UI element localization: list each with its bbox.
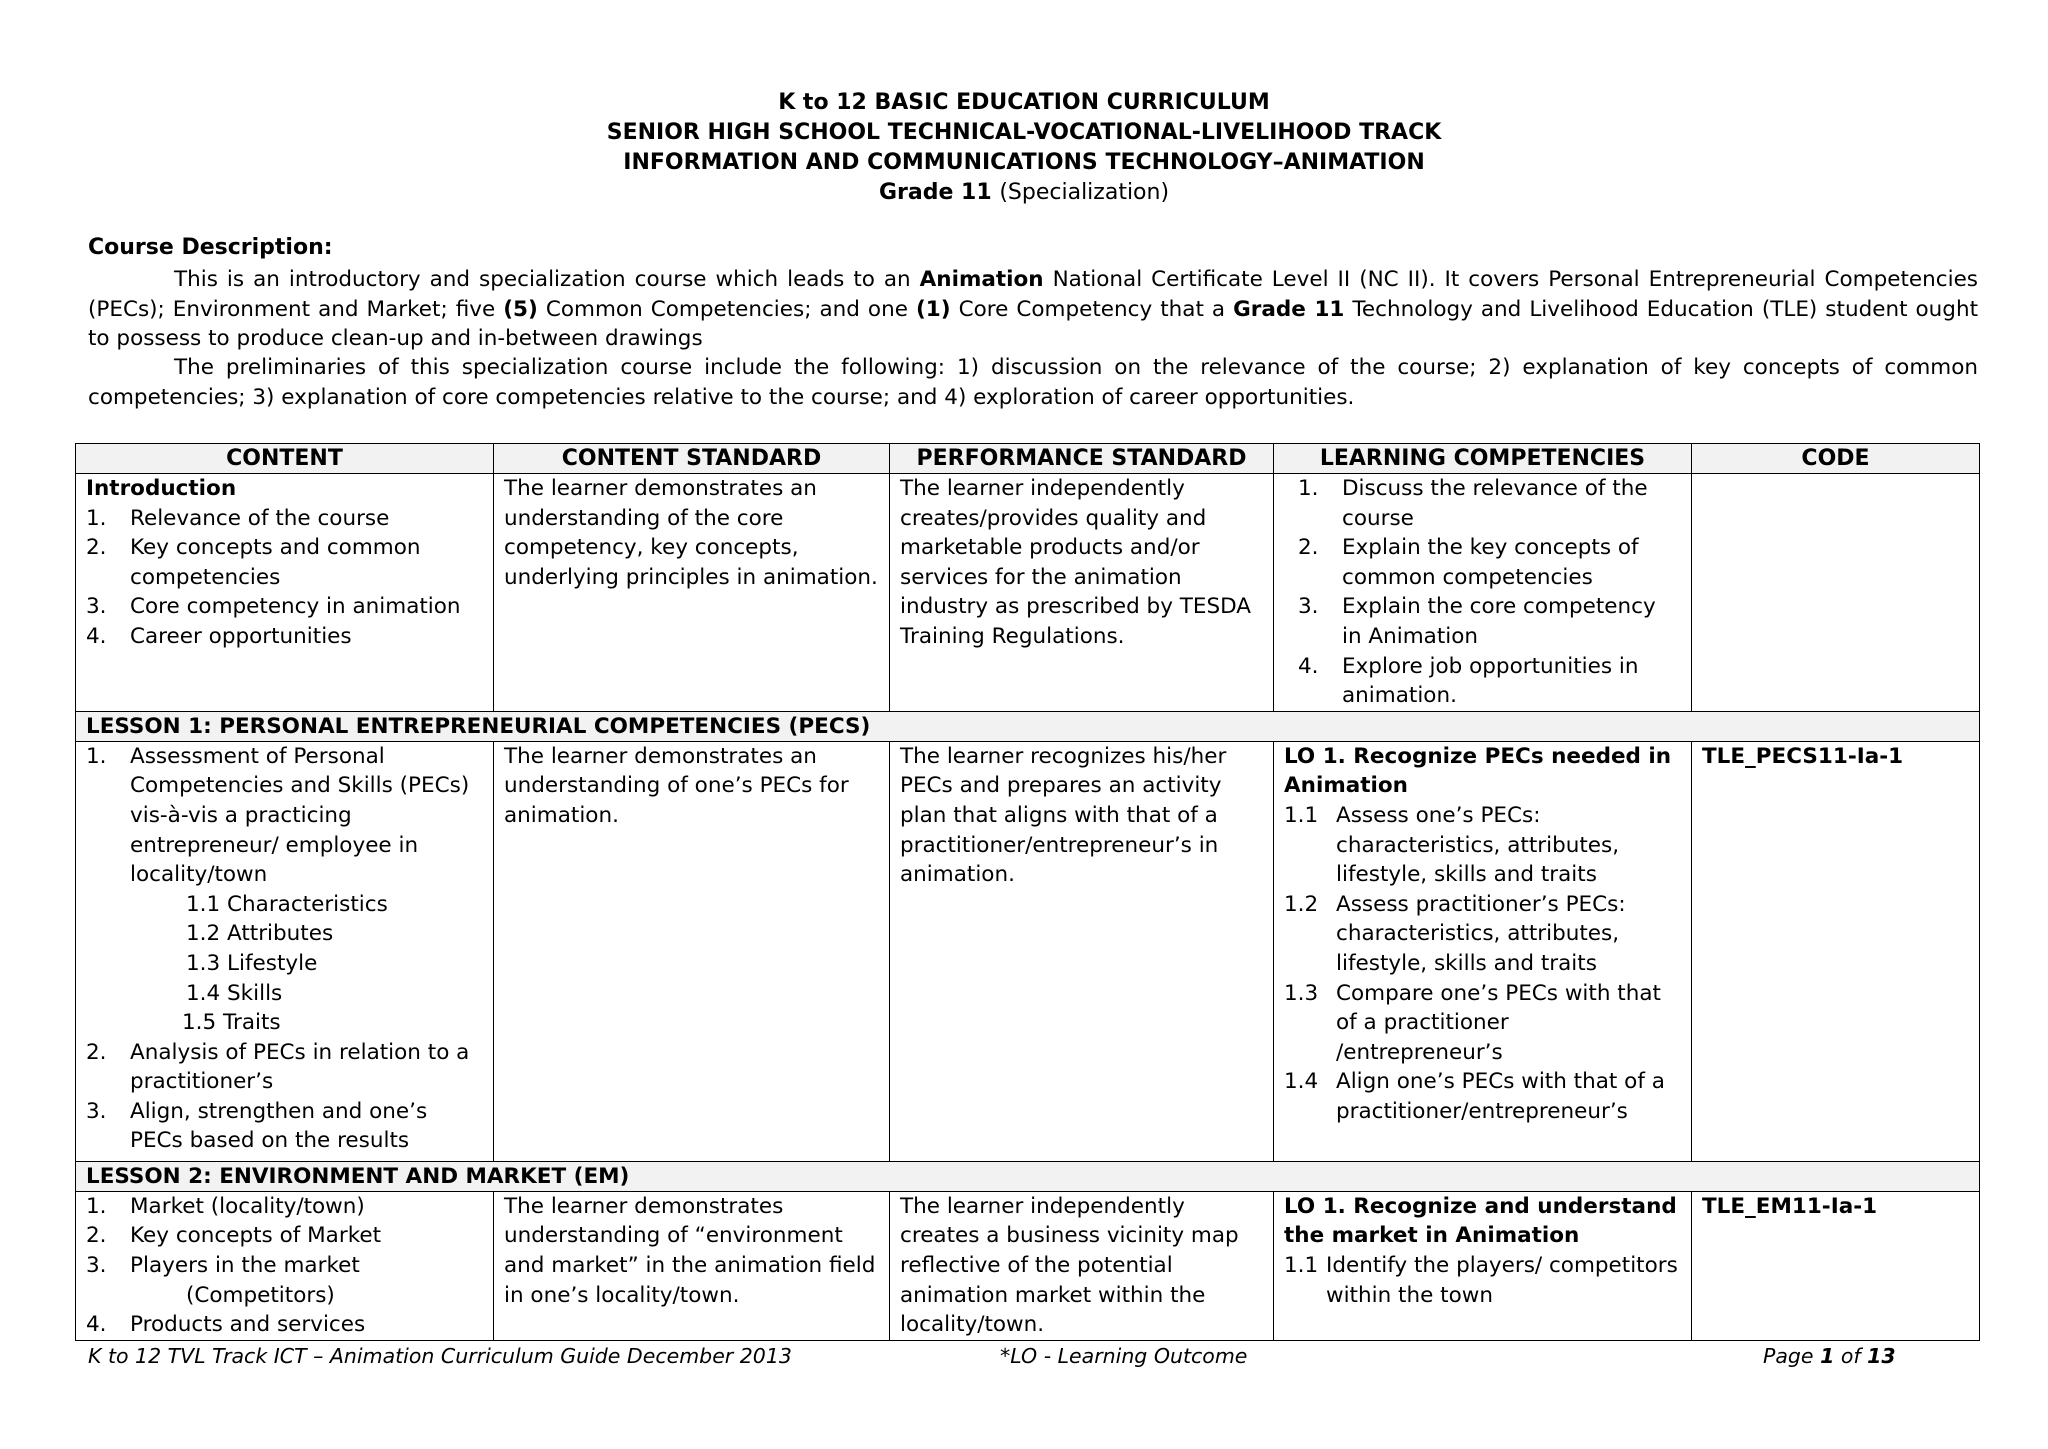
list-item: 4. Career opportunities	[86, 623, 352, 649]
lesson-1-subitem: 1.3 Lifestyle	[186, 950, 318, 976]
lesson-1-subitem: 1.2 Attributes	[186, 921, 334, 947]
course-description-title: Course Description:	[88, 235, 333, 260]
lesson-2-content-standard: The learner demonstrates understanding of “environment and market” in the animation field in one’s locality/town.	[494, 1191, 890, 1340]
lesson-1-title: LESSON 1: PERSONAL ENTREPRENEURIAL COMPETENCIES (PECS)	[76, 711, 1980, 741]
intro-content-cell	[76, 474, 494, 712]
lesson-1-subitem: 1.1 Characteristics	[186, 891, 388, 917]
lesson-1-lo-title: LO 1. Recognize PECs needed in Animation	[1284, 743, 1672, 799]
lesson-1-learning-competencies	[1274, 741, 1692, 1161]
list-item: 3. Core competency in animation	[86, 594, 461, 620]
lesson-1-header-row	[76, 711, 1980, 741]
title-line-2: SENIOR HIGH SCHOOL TECHNICAL-VOCATIONAL-LIVELIHOOD TRACK	[606, 120, 1442, 145]
lesson-1-code: TLE_PECS11-Ia-1	[1692, 741, 1980, 1161]
list-item: 1.1 Assess one’s PECs: characteristics, attributes, lifestyle, skills and traits	[1284, 802, 1620, 888]
list-item: 1. Assessment of Personal Competencies and Skills (PECs) vis-à-vis a practicing entrepreneur/ employee in locality/town	[86, 743, 470, 888]
list-item: 2. Key concepts of Market	[86, 1223, 382, 1249]
lesson-1-content-cell	[76, 741, 494, 1161]
intro-performance-standard: The learner independently creates/provides quality and marketable products and/or services for the animation industry as prescribed by TESDA Training Regulations.	[890, 474, 1274, 712]
list-item: 1. Market (locality/town)	[86, 1193, 365, 1219]
lesson-1-performance-standard: The learner recognizes his/her PECs and prepares an activity plan that aligns with that of a practitioner/entrepreneur’s in animation.	[890, 741, 1274, 1161]
list-item: 1.3 Compare one’s PECs with that of a practitioner /entrepreneur’s	[1284, 980, 1661, 1065]
lesson-2-content-list-2	[86, 1310, 483, 1340]
grade-note: (Specialization)	[999, 180, 1170, 205]
intro-content-standard: The learner demonstrates an understanding of the core competency, key concepts, underlying principles in animation.	[494, 474, 890, 712]
title-line-1: K to 12 BASIC EDUCATION CURRICULUM	[778, 90, 1270, 115]
curriculum-table	[75, 443, 1980, 1341]
list-item: 3. Explain the core competency in Animation	[1298, 594, 1656, 649]
intro-title: Introduction	[86, 476, 237, 501]
intro-competency-list	[1284, 474, 1681, 711]
lesson-2-subitem: (Competitors)	[186, 1282, 335, 1308]
list-item: 1.1 Identify the players/ competitors within the town	[1284, 1252, 1678, 1308]
intro-learning-competencies	[1274, 474, 1692, 712]
column-header-content-standard: CONTENT STANDARD	[494, 444, 890, 474]
list-item: 3. Align, strengthen and one’s PECs based on the results	[86, 1098, 428, 1154]
title-line-3: INFORMATION AND COMMUNICATIONS TECHNOLOGY–ANIMATION	[623, 150, 1425, 175]
lesson-1-content-standard: The learner demonstrates an understanding of one’s PECs for animation.	[494, 741, 890, 1161]
list-item: 2. Explain the key concepts of common competencies	[1298, 535, 1639, 590]
grade-label: Grade 11	[878, 180, 992, 205]
lesson-2-code: TLE_EM11-Ia-1	[1692, 1191, 1980, 1340]
lesson-1-subitem: 1.5 Traits	[182, 1010, 281, 1036]
lesson-2-content-cell	[76, 1191, 494, 1340]
lesson-2-lo-title: LO 1. Recognize and understand the market in Animation	[1284, 1193, 1677, 1249]
lesson-2-learning-competencies	[1274, 1191, 1692, 1340]
list-item: 2. Analysis of PECs in relation to a practitioner’s	[86, 1039, 470, 1095]
lesson-2-title: LESSON 2: ENVIRONMENT AND MARKET (EM)	[76, 1161, 1980, 1191]
table-row-lesson-2	[76, 1191, 1980, 1340]
lesson-1-content-list-2	[86, 1038, 483, 1156]
grade-line	[0, 178, 2048, 208]
lesson-1-subitem: 1.4 Skills	[186, 980, 283, 1006]
table-row-lesson-1	[76, 741, 1980, 1161]
list-item: 1.2 Assess practitioner’s PECs: characteristics, attributes, lifestyle, skills and traits	[1284, 891, 1626, 976]
table-row-introduction	[76, 474, 1980, 712]
list-item: 1.4 Align one’s PECs with that of a practitioner/entrepreneur’s	[1284, 1069, 1665, 1124]
course-description-paragraph-2: The preliminaries of this specialization course include the following: 1) discussion on the relevance of the course; 2) explanation of key concepts of common competencies; 3) explanation of core competencies relative to the course; and 4) exploration of career opportunities.	[88, 355, 1978, 410]
list-item: 1. Relevance of the course	[86, 505, 390, 531]
column-header-performance-standard: PERFORMANCE STANDARD	[890, 444, 1274, 474]
lesson-2-header-row	[76, 1161, 1980, 1191]
table-header-row	[76, 444, 1980, 474]
list-item: 2. Key concepts and common competencies	[86, 535, 421, 590]
list-item: 3. Players in the market	[86, 1252, 360, 1278]
footer-page-number: Page 1 of 13	[1763, 1344, 1896, 1368]
lesson-1-content-list	[86, 742, 483, 890]
column-header-code: CODE	[1692, 444, 1980, 474]
list-item: 4. Products and services	[86, 1312, 366, 1338]
column-header-content: CONTENT	[76, 444, 494, 474]
list-item: 4. Explore job opportunities in animation.	[1298, 653, 1639, 709]
lesson-2-content-list	[86, 1192, 483, 1281]
course-description-paragraph-1: This is an introductory and specialization course which leads to an Animation National Certificate Level II (NC II). It covers Personal Entrepreneurial Competencies (PECs); Environment and Market; five (5) Common Competencies; and one (1) Core Competency that a Grade 11 Technology and Livelihood Education (TLE) student ought to possess to produce clean-up and in-between drawings	[88, 267, 1978, 351]
lesson-2-performance-standard: The learner independently creates a business vicinity map reflective of the potential animation market within the locality/town.	[890, 1191, 1274, 1340]
intro-code	[1692, 474, 1980, 712]
column-header-learning-competencies: LEARNING COMPETENCIES	[1274, 444, 1692, 474]
intro-content-list	[86, 504, 483, 652]
list-item: 1. Discuss the relevance of the course	[1298, 476, 1648, 531]
footer-center: *LO - Learning Outcome	[1000, 1344, 1248, 1368]
footer-left: K to 12 TVL Track ICT – Animation Curriculum Guide December 2013	[88, 1344, 792, 1368]
